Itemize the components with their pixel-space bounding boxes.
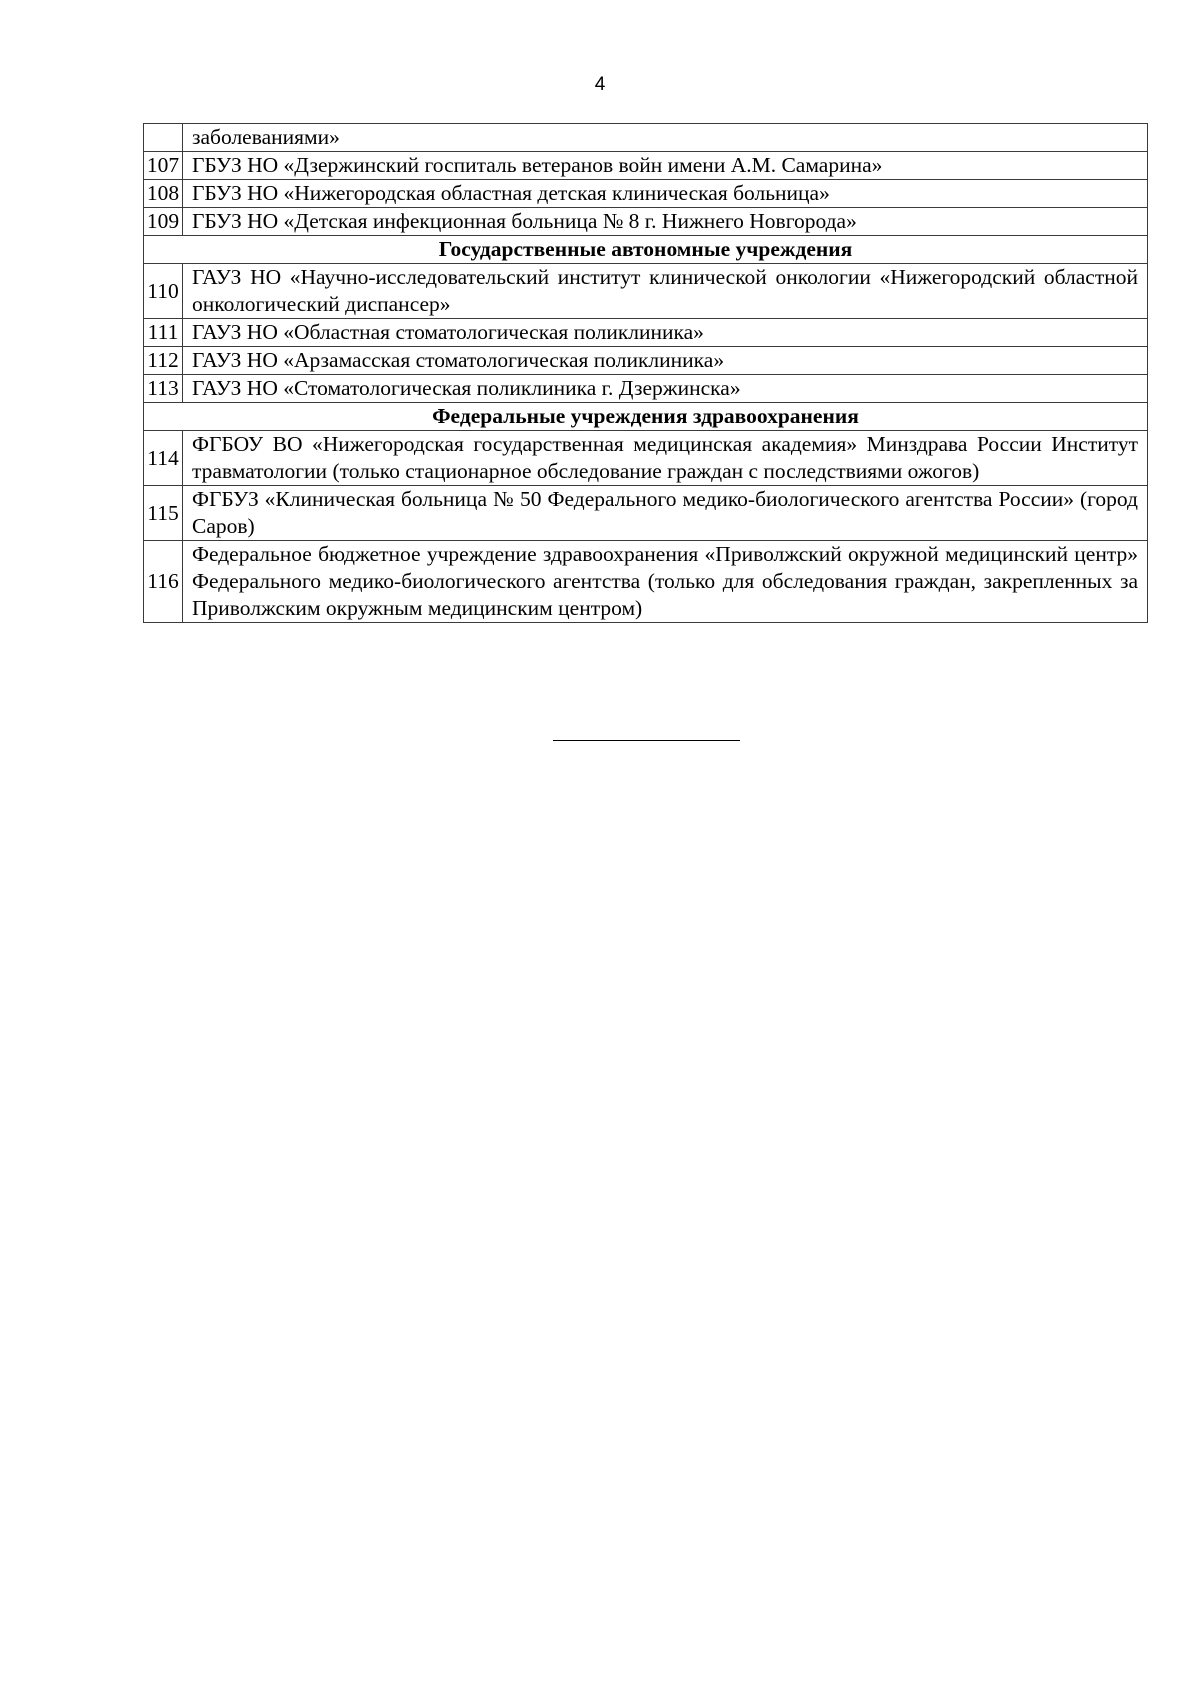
- institutions-table: [143, 123, 1148, 623]
- table-row: [144, 208, 1148, 236]
- section-heading: Государственные автономные учреждения: [144, 236, 1148, 264]
- closing-divider-line: [553, 740, 740, 741]
- section-header-row: [144, 403, 1148, 431]
- row-number: 112: [144, 347, 183, 375]
- table-row: [144, 486, 1148, 541]
- page-number: 4: [594, 74, 606, 95]
- section-heading: Федеральные учреждения здравоохранения: [144, 403, 1148, 431]
- institution-name: ФГБУЗ «Клиническая больница № 50 Федерального медико-биологического агентства России» (город Саров): [183, 486, 1148, 541]
- institution-name: ГАУЗ НО «Арзамасская стоматологическая поликлиника»: [183, 347, 1148, 375]
- row-number: 109: [144, 208, 183, 236]
- row-number: 113: [144, 375, 183, 403]
- table-row: [144, 319, 1148, 347]
- row-number: 110: [144, 264, 183, 319]
- institution-name: ГАУЗ НО «Стоматологическая поликлиника г. Дзержинска»: [183, 375, 1148, 403]
- table-row: [144, 541, 1148, 623]
- institution-name: ГБУЗ НО «Дзержинский госпиталь ветеранов войн имени А.М. Самарина»: [183, 152, 1148, 180]
- row-number: 111: [144, 319, 183, 347]
- row-number: 115: [144, 486, 183, 541]
- table-row: [144, 431, 1148, 486]
- row-number: 107: [144, 152, 183, 180]
- institution-name: заболеваниями»: [183, 124, 1148, 152]
- institution-name: ГБУЗ НО «Нижегородская областная детская клиническая больница»: [183, 180, 1148, 208]
- institution-name: ФГБОУ ВО «Нижегородская государственная медицинская академия» Минздрава России Институт травматологии (только стационарное обследование граждан с последствиями ожогов): [183, 431, 1148, 486]
- row-number: 116: [144, 541, 183, 623]
- row-number: [144, 124, 183, 152]
- institution-name: ГБУЗ НО «Детская инфекционная больница № 8 г. Нижнего Новгорода»: [183, 208, 1148, 236]
- table-row: [144, 152, 1148, 180]
- institution-name: Федеральное бюджетное учреждение здравоохранения «Приволжский окружной медицинский центр» Федерального медико-биологического агентства (только для обследования граждан, закрепленных за Приволжским окружным медицинским центром): [183, 541, 1148, 623]
- table-row: [144, 180, 1148, 208]
- row-number: 114: [144, 431, 183, 486]
- table-row: [144, 375, 1148, 403]
- table-row: [144, 347, 1148, 375]
- table-row: [144, 264, 1148, 319]
- institution-name: ГАУЗ НО «Научно-исследовательский институт клинической онкологии «Нижегородский областной онкологический диспансер»: [183, 264, 1148, 319]
- row-number: 108: [144, 180, 183, 208]
- table-row: [144, 124, 1148, 152]
- section-header-row: [144, 236, 1148, 264]
- institution-name: ГАУЗ НО «Областная стоматологическая поликлиника»: [183, 319, 1148, 347]
